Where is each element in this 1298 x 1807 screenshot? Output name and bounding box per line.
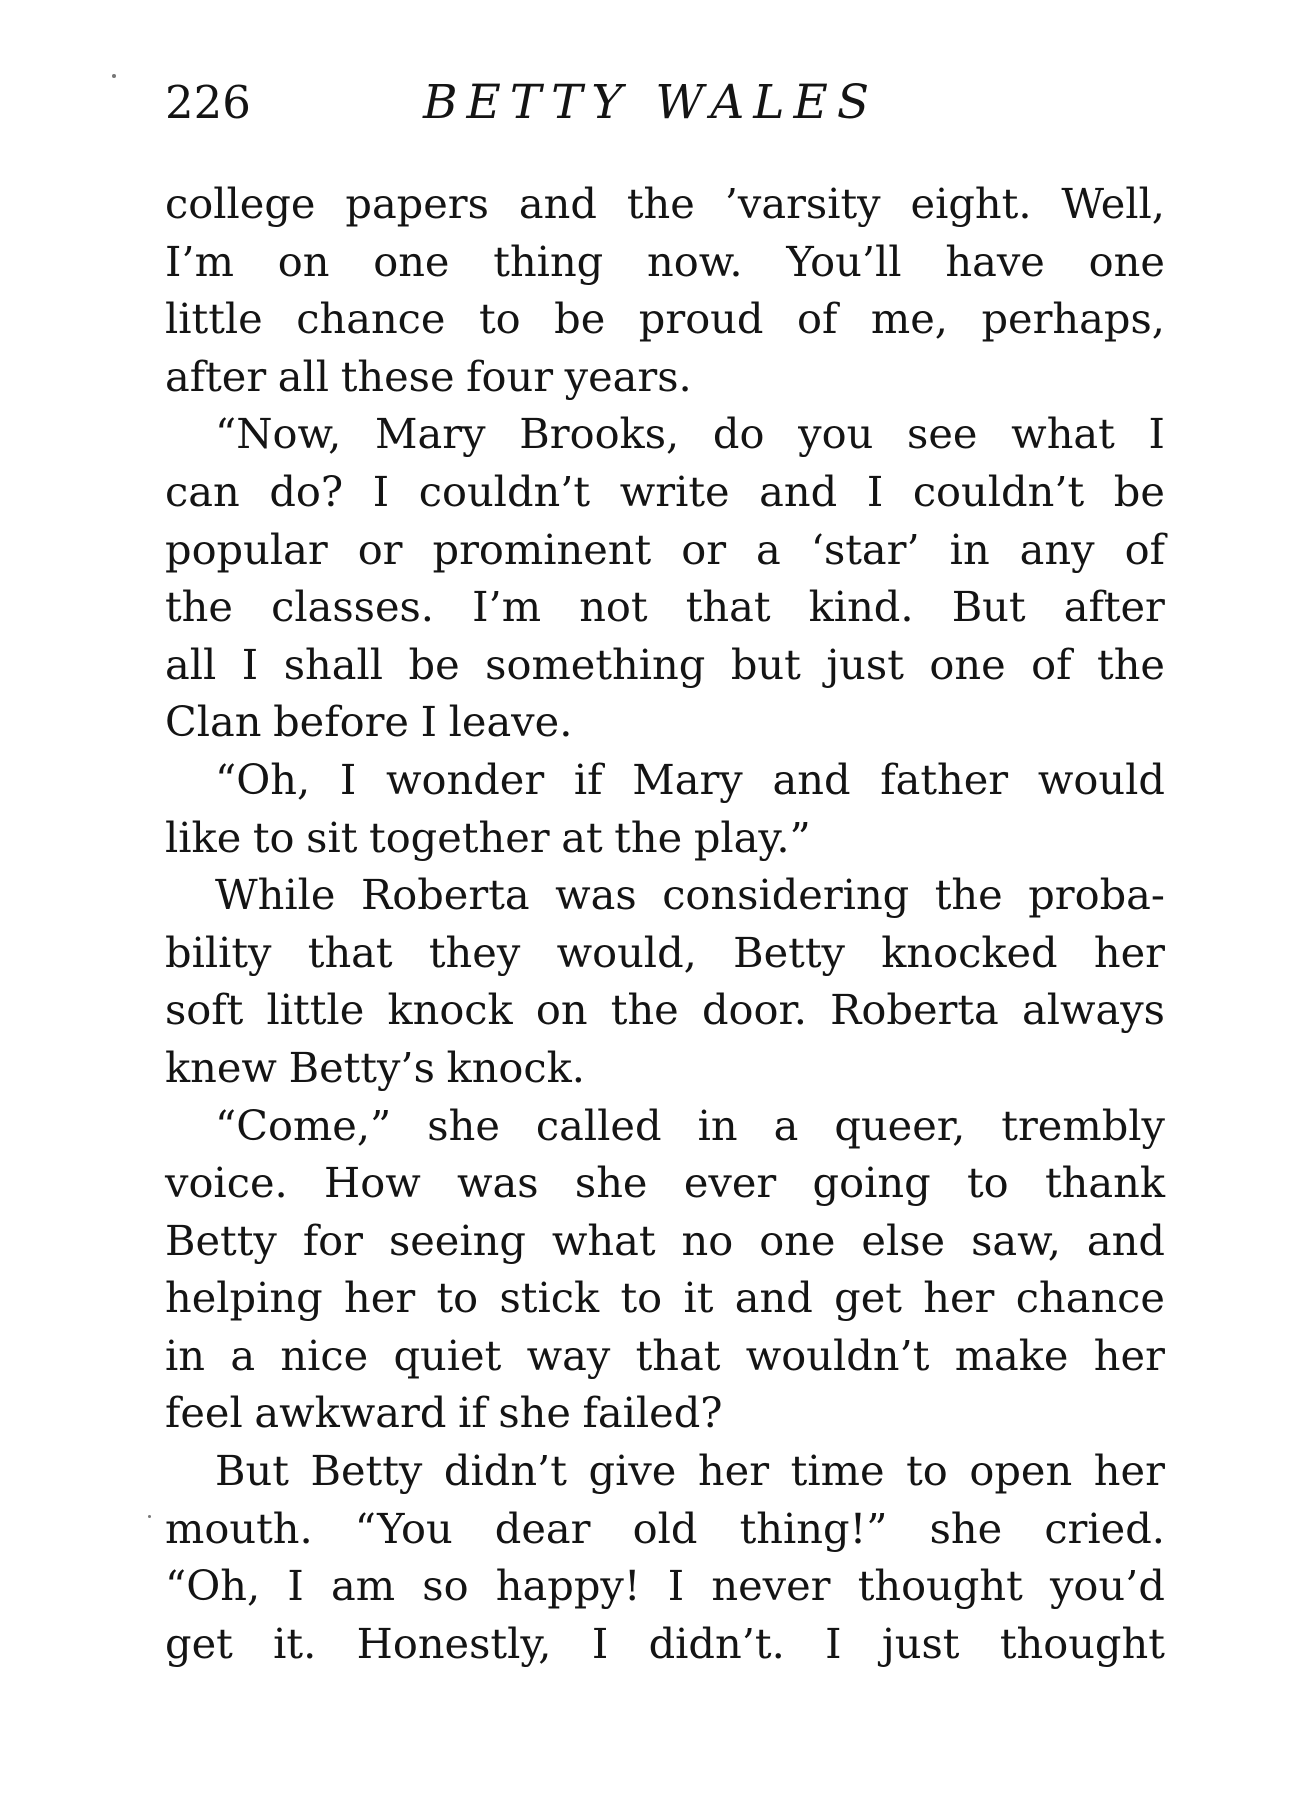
word: no xyxy=(681,1215,734,1265)
word: her xyxy=(344,1273,416,1323)
word: just xyxy=(881,1618,960,1668)
word: proud xyxy=(638,294,764,344)
word: in xyxy=(697,1100,738,1150)
word: trembly xyxy=(1001,1100,1165,1150)
word: But xyxy=(215,1446,289,1496)
word: shall xyxy=(283,639,384,689)
word: proba- xyxy=(1028,870,1165,920)
word: knock xyxy=(387,985,513,1035)
word: something xyxy=(485,639,706,689)
word: How xyxy=(324,1158,421,1208)
word: her xyxy=(1093,1330,1165,1380)
text-line xyxy=(165,866,1165,924)
word: her xyxy=(1093,927,1165,977)
word: four xyxy=(466,351,554,401)
word: like xyxy=(165,812,242,862)
word: she xyxy=(929,1503,1003,1553)
word: after xyxy=(165,351,267,401)
word: Betty xyxy=(310,1446,423,1496)
text-line xyxy=(165,1212,1165,1270)
text-line xyxy=(165,521,1165,579)
word: to xyxy=(620,1273,663,1323)
word: old xyxy=(632,1503,698,1553)
word: thing!” xyxy=(739,1503,888,1553)
word: bility xyxy=(165,927,272,977)
word: her xyxy=(1093,1446,1165,1496)
print-speck xyxy=(148,1515,151,1518)
word: seeing xyxy=(388,1215,526,1265)
word: perhaps, xyxy=(981,294,1165,344)
word: prominent xyxy=(432,524,652,574)
word: the xyxy=(1097,639,1165,689)
word: me, xyxy=(870,294,948,344)
body-text xyxy=(165,175,1165,1672)
word: But xyxy=(951,582,1026,632)
word: cried. xyxy=(1044,1503,1165,1553)
text-line xyxy=(165,981,1165,1039)
word: you’d xyxy=(1049,1561,1165,1611)
word: Well, xyxy=(1061,179,1165,228)
word: soft xyxy=(165,985,244,1035)
word: if xyxy=(573,754,603,804)
word: to xyxy=(436,1273,479,1323)
word: happy! xyxy=(495,1561,641,1611)
word: stick xyxy=(499,1273,600,1323)
word: what xyxy=(1011,409,1115,459)
text-line xyxy=(165,1154,1165,1212)
word: knocked xyxy=(881,927,1058,977)
word: didn’t xyxy=(443,1446,567,1496)
word: Roberta xyxy=(361,870,530,920)
word: the xyxy=(934,870,1003,920)
word: just xyxy=(826,639,904,689)
text-line xyxy=(165,348,1165,406)
word: do xyxy=(712,409,765,459)
word: make xyxy=(954,1330,1069,1380)
word: have xyxy=(945,236,1045,286)
text-line xyxy=(165,1557,1165,1615)
word: considering xyxy=(662,870,910,920)
word: leave. xyxy=(448,697,573,747)
word: do? xyxy=(269,466,344,516)
word: mouth. xyxy=(165,1503,313,1553)
word: to xyxy=(252,812,295,862)
word: nice xyxy=(280,1330,369,1380)
word: couldn’t xyxy=(912,466,1085,516)
word: on xyxy=(535,985,588,1035)
word: be xyxy=(1113,466,1165,516)
text-line xyxy=(165,233,1165,291)
text-line xyxy=(165,751,1165,809)
word: but xyxy=(730,639,801,689)
text-line xyxy=(165,636,1165,694)
text-line xyxy=(165,1039,1165,1097)
text-line xyxy=(165,1615,1165,1673)
word: papers xyxy=(345,179,489,228)
running-title: BETTY WALES xyxy=(423,75,879,130)
text-line xyxy=(165,405,1165,463)
word: a xyxy=(773,1100,799,1150)
word: the xyxy=(626,179,695,228)
text-line xyxy=(165,1327,1165,1385)
word: Betty’s xyxy=(288,1042,435,1092)
word: While xyxy=(215,870,336,920)
text-line xyxy=(165,1097,1165,1155)
word: popular xyxy=(165,524,328,574)
word: can xyxy=(165,466,240,516)
word: going xyxy=(812,1158,931,1208)
word: called xyxy=(535,1100,662,1150)
word: dear xyxy=(494,1503,591,1553)
word: never xyxy=(711,1561,831,1611)
text-line xyxy=(165,1500,1165,1558)
word: her xyxy=(697,1446,770,1496)
print-speck xyxy=(112,74,116,78)
word: I xyxy=(866,466,884,516)
word: and xyxy=(772,754,851,804)
word: be xyxy=(408,639,460,689)
word: time xyxy=(790,1446,885,1496)
word: on xyxy=(277,236,330,286)
word: open xyxy=(969,1446,1073,1496)
text-line xyxy=(165,1384,1165,1442)
word: knock. xyxy=(446,1042,585,1092)
word: all xyxy=(165,639,217,689)
word: a xyxy=(756,524,781,574)
word: failed? xyxy=(582,1388,723,1438)
page-number: 226 xyxy=(165,76,251,129)
word: what xyxy=(551,1215,656,1265)
word: way xyxy=(526,1330,611,1380)
word: play.” xyxy=(693,812,811,862)
word: she xyxy=(574,1158,648,1208)
word: all xyxy=(277,351,330,401)
word: in xyxy=(949,524,990,574)
word: little xyxy=(165,294,263,344)
word: not xyxy=(579,582,648,632)
word: quiet xyxy=(393,1330,502,1380)
word: thank xyxy=(1044,1158,1165,1208)
word: kind. xyxy=(808,582,914,632)
word: Brooks, xyxy=(519,409,680,459)
word: of xyxy=(796,294,838,344)
word: thought xyxy=(999,1618,1165,1668)
word: of xyxy=(1124,524,1165,574)
word: for xyxy=(302,1215,363,1265)
word: You’ll xyxy=(786,236,902,286)
word: helping xyxy=(165,1273,323,1323)
word: I xyxy=(339,754,357,804)
word: little xyxy=(266,985,365,1035)
word: voice. xyxy=(165,1158,288,1208)
word: to xyxy=(906,1446,948,1496)
word: at xyxy=(561,812,603,862)
text-line xyxy=(165,578,1165,636)
text-line xyxy=(165,290,1165,348)
word: door. xyxy=(701,985,807,1035)
word: I’m xyxy=(472,582,542,632)
word: a xyxy=(230,1330,256,1380)
word: together xyxy=(369,812,550,862)
word: one xyxy=(759,1215,836,1265)
word: wonder xyxy=(385,754,545,804)
word: that xyxy=(635,1330,721,1380)
word: “Oh, xyxy=(215,754,311,804)
word: if xyxy=(458,1388,487,1438)
word: am xyxy=(330,1561,396,1611)
word: “Now, xyxy=(215,409,342,459)
word: they xyxy=(428,927,521,977)
text-line xyxy=(165,463,1165,521)
word: she xyxy=(427,1100,500,1150)
word: I xyxy=(825,1618,842,1668)
word: “Come,” xyxy=(215,1100,392,1150)
word: I xyxy=(372,466,390,516)
word: now. xyxy=(647,236,743,286)
word: ‘star’ xyxy=(810,524,920,574)
word: be xyxy=(554,294,606,344)
word: college xyxy=(165,179,316,228)
word: sit xyxy=(306,812,358,862)
word: I’m xyxy=(165,236,234,286)
word: these xyxy=(340,351,455,401)
word: years. xyxy=(564,351,692,401)
word: Mary xyxy=(632,754,743,804)
word: that xyxy=(307,927,393,977)
word: give xyxy=(588,1446,677,1496)
word: classes. xyxy=(271,582,434,632)
text-line xyxy=(165,924,1165,982)
word: one xyxy=(1088,236,1165,286)
text-line xyxy=(165,809,1165,867)
word: in xyxy=(165,1330,206,1380)
word: knew xyxy=(165,1042,277,1092)
word: couldn’t xyxy=(418,466,591,516)
word: feel xyxy=(165,1388,243,1438)
word: Mary xyxy=(375,409,486,459)
word: chance xyxy=(1015,1273,1165,1323)
word: eight. xyxy=(910,179,1032,228)
word: would, xyxy=(556,927,697,977)
word: didn’t. xyxy=(648,1618,785,1668)
word: it. xyxy=(273,1618,317,1668)
word: I xyxy=(420,697,437,747)
word: write xyxy=(619,466,730,516)
word: thing xyxy=(493,236,604,286)
word: her xyxy=(923,1273,995,1323)
word: see xyxy=(907,409,978,459)
word: and xyxy=(518,179,597,228)
word: before xyxy=(273,697,409,747)
word: to xyxy=(966,1158,1009,1208)
text-line xyxy=(165,693,1165,751)
text-line xyxy=(165,1269,1165,1327)
page-header xyxy=(165,68,1165,138)
word: ever xyxy=(683,1158,777,1208)
word: the xyxy=(165,582,233,632)
word: so xyxy=(422,1561,469,1611)
word: queer, xyxy=(834,1100,966,1150)
text-line xyxy=(165,1442,1165,1500)
word: ’varsity xyxy=(724,179,881,228)
word: the xyxy=(614,812,683,862)
word: or xyxy=(681,524,727,574)
word: get xyxy=(834,1273,902,1323)
word: saw, xyxy=(971,1215,1061,1265)
word: “You xyxy=(354,1503,453,1553)
word: thought xyxy=(857,1561,1023,1611)
word: wouldn’t xyxy=(745,1330,930,1380)
word: after xyxy=(1063,582,1165,632)
word: was xyxy=(555,870,637,920)
word: and xyxy=(759,466,838,516)
word: Betty xyxy=(733,927,845,977)
text-line xyxy=(165,175,1165,233)
word: Honestly, xyxy=(356,1618,552,1668)
word: I xyxy=(241,639,259,689)
word: Clan xyxy=(165,697,262,747)
word: and xyxy=(1086,1215,1165,1265)
word: of xyxy=(1031,639,1072,689)
word: get xyxy=(165,1618,233,1668)
word: always xyxy=(1021,985,1165,1035)
word: “Oh, xyxy=(165,1561,261,1611)
word: else xyxy=(861,1215,946,1265)
word: would xyxy=(1037,754,1165,804)
word: any xyxy=(1019,524,1095,574)
word: Betty xyxy=(165,1215,277,1265)
word: one xyxy=(373,236,450,286)
word: it xyxy=(683,1273,714,1323)
word: I xyxy=(591,1618,609,1668)
word: I xyxy=(287,1561,304,1611)
word: father xyxy=(880,754,1009,804)
word: and xyxy=(734,1273,813,1323)
word: chance xyxy=(296,294,446,344)
word: awkward xyxy=(254,1388,447,1438)
word: was xyxy=(457,1158,539,1208)
word: you xyxy=(798,409,874,459)
word: one xyxy=(929,639,1006,689)
word: Roberta xyxy=(830,985,999,1035)
word: or xyxy=(357,524,403,574)
word: that xyxy=(685,582,771,632)
word: I xyxy=(1148,409,1165,459)
word: the xyxy=(610,985,679,1035)
word: to xyxy=(478,294,521,344)
word: she xyxy=(498,1388,571,1438)
word: I xyxy=(667,1561,685,1611)
